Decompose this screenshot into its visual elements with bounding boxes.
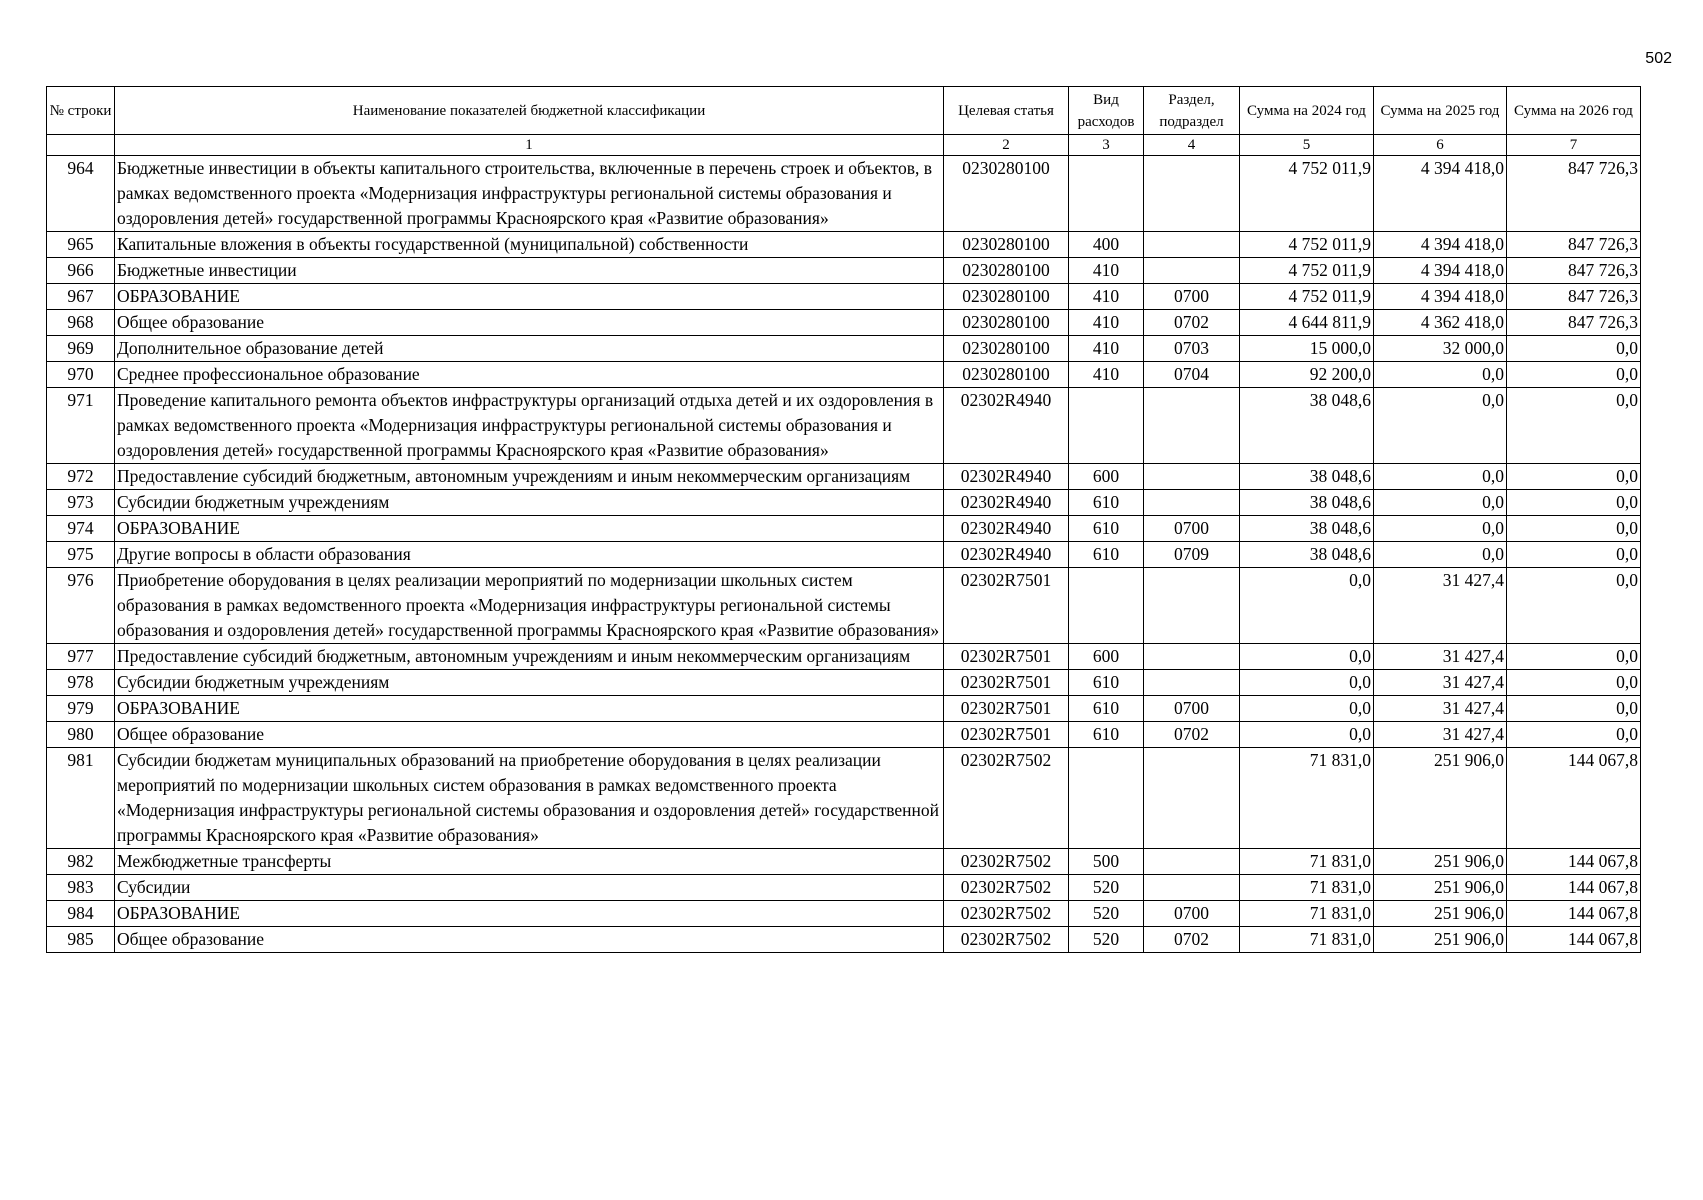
table-row xyxy=(47,875,1641,901)
table-row xyxy=(47,722,1641,748)
target-article-cell: 02302R7501 xyxy=(944,722,1069,748)
section-cell: 0703 xyxy=(1144,336,1240,362)
target-article-cell: 0230280100 xyxy=(944,156,1069,232)
target-article-cell: 02302R7501 xyxy=(944,670,1069,696)
sum-2025-cell: 4 362 418,0 xyxy=(1374,310,1507,336)
sum-2025-cell: 251 906,0 xyxy=(1374,849,1507,875)
table-row xyxy=(47,542,1641,568)
indicator-name-cell: Субсидии xyxy=(115,875,944,901)
target-article-cell: 0230280100 xyxy=(944,284,1069,310)
sum-2025-cell: 31 427,4 xyxy=(1374,644,1507,670)
indicator-name-cell: Общее образование xyxy=(115,310,944,336)
sum-2026-cell: 0,0 xyxy=(1507,464,1641,490)
sum-2025-cell: 4 394 418,0 xyxy=(1374,156,1507,232)
expense-type-cell: 610 xyxy=(1069,696,1144,722)
table-row xyxy=(47,901,1641,927)
sum-2024-cell: 92 200,0 xyxy=(1240,362,1374,388)
page-number: 502 xyxy=(1645,50,1672,67)
header-target: Целевая статья xyxy=(944,87,1069,135)
sum-2026-cell: 144 067,8 xyxy=(1507,901,1641,927)
table-row xyxy=(47,336,1641,362)
row-number-cell: 975 xyxy=(47,542,115,568)
colnum-1: 1 xyxy=(115,135,944,156)
expense-type-cell: 600 xyxy=(1069,464,1144,490)
target-article-cell: 0230280100 xyxy=(944,362,1069,388)
sum-2025-cell: 0,0 xyxy=(1374,490,1507,516)
target-article-cell: 02302R4940 xyxy=(944,542,1069,568)
indicator-name-cell: Дополнительное образование детей xyxy=(115,336,944,362)
target-article-cell: 0230280100 xyxy=(944,258,1069,284)
indicator-name-cell: ОБРАЗОВАНИЕ xyxy=(115,516,944,542)
sum-2026-cell: 0,0 xyxy=(1507,542,1641,568)
section-cell: 0700 xyxy=(1144,284,1240,310)
target-article-cell: 02302R7502 xyxy=(944,748,1069,849)
row-number-cell: 969 xyxy=(47,336,115,362)
indicator-name-cell: Предоставление субсидий бюджетным, автономным учреждениям и иным некоммерческим организациям xyxy=(115,464,944,490)
expense-type-cell: 610 xyxy=(1069,490,1144,516)
sum-2026-cell: 0,0 xyxy=(1507,490,1641,516)
sum-2025-cell: 0,0 xyxy=(1374,542,1507,568)
target-article-cell: 02302R7501 xyxy=(944,696,1069,722)
row-number-cell: 971 xyxy=(47,388,115,464)
sum-2024-cell: 71 831,0 xyxy=(1240,927,1374,953)
table-body xyxy=(47,156,1641,953)
budget-table xyxy=(46,86,1641,953)
header-sum-2025: Сумма на 2025 год xyxy=(1374,87,1507,135)
sum-2026-cell: 0,0 xyxy=(1507,388,1641,464)
expense-type-cell: 410 xyxy=(1069,284,1144,310)
section-cell xyxy=(1144,232,1240,258)
indicator-name-cell: Субсидии бюджетам муниципальных образований на приобретение оборудования в целях реализации мероприятий по модернизации школьных систем образования в рамках ведомственного проекта «Модернизация инфраструктуры региональной системы образования и оздоровления детей» государственной программы Красноярского края «Развитие образования» xyxy=(115,748,944,849)
expense-type-cell: 610 xyxy=(1069,670,1144,696)
section-cell: 0700 xyxy=(1144,696,1240,722)
indicator-name-cell: Общее образование xyxy=(115,927,944,953)
table-row xyxy=(47,258,1641,284)
sum-2024-cell: 0,0 xyxy=(1240,722,1374,748)
expense-type-cell: 500 xyxy=(1069,849,1144,875)
sum-2026-cell: 847 726,3 xyxy=(1507,156,1641,232)
expense-type-cell: 410 xyxy=(1069,336,1144,362)
sum-2024-cell: 71 831,0 xyxy=(1240,849,1374,875)
sum-2026-cell: 144 067,8 xyxy=(1507,875,1641,901)
target-article-cell: 02302R7502 xyxy=(944,901,1069,927)
colnum-empty xyxy=(47,135,115,156)
table-row xyxy=(47,232,1641,258)
row-number-cell: 972 xyxy=(47,464,115,490)
indicator-name-cell: Другие вопросы в области образования xyxy=(115,542,944,568)
table-row xyxy=(47,284,1641,310)
target-article-cell: 02302R7501 xyxy=(944,644,1069,670)
section-cell xyxy=(1144,568,1240,644)
row-number-cell: 967 xyxy=(47,284,115,310)
target-article-cell: 02302R7501 xyxy=(944,568,1069,644)
indicator-name-cell: Бюджетные инвестиции xyxy=(115,258,944,284)
row-number-cell: 979 xyxy=(47,696,115,722)
sum-2025-cell: 31 427,4 xyxy=(1374,670,1507,696)
section-cell xyxy=(1144,388,1240,464)
sum-2025-cell: 0,0 xyxy=(1374,362,1507,388)
sum-2024-cell: 71 831,0 xyxy=(1240,875,1374,901)
indicator-name-cell: Бюджетные инвестиции в объекты капитального строительства, включенные в перечень строек и объектов, в рамках ведомственного проекта «Модернизация инфраструктуры региональной системы образования и оздоровления детей» государственной программы Красноярского края «Развитие образования» xyxy=(115,156,944,232)
sum-2024-cell: 0,0 xyxy=(1240,644,1374,670)
target-article-cell: 0230280100 xyxy=(944,336,1069,362)
expense-type-cell xyxy=(1069,568,1144,644)
section-cell xyxy=(1144,748,1240,849)
sum-2026-cell: 144 067,8 xyxy=(1507,849,1641,875)
colnum-3: 3 xyxy=(1069,135,1144,156)
target-article-cell: 02302R4940 xyxy=(944,490,1069,516)
table-row xyxy=(47,670,1641,696)
indicator-name-cell: Общее образование xyxy=(115,722,944,748)
row-number-cell: 984 xyxy=(47,901,115,927)
sum-2024-cell: 4 644 811,9 xyxy=(1240,310,1374,336)
sum-2024-cell: 15 000,0 xyxy=(1240,336,1374,362)
indicator-name-cell: ОБРАЗОВАНИЕ xyxy=(115,284,944,310)
sum-2026-cell: 0,0 xyxy=(1507,696,1641,722)
expense-type-cell: 410 xyxy=(1069,258,1144,284)
target-article-cell: 0230280100 xyxy=(944,232,1069,258)
indicator-name-cell: Капитальные вложения в объекты государственной (муниципальной) собственности xyxy=(115,232,944,258)
table-row xyxy=(47,310,1641,336)
expense-type-cell: 410 xyxy=(1069,310,1144,336)
header-section: Раздел, подраздел xyxy=(1144,87,1240,135)
table-row xyxy=(47,516,1641,542)
table-row xyxy=(47,849,1641,875)
sum-2025-cell: 251 906,0 xyxy=(1374,927,1507,953)
section-cell xyxy=(1144,644,1240,670)
section-cell: 0702 xyxy=(1144,310,1240,336)
indicator-name-cell: Проведение капитального ремонта объектов инфраструктуры организаций отдыха детей и их оздоровления в рамках ведомственного проекта «Модернизация инфраструктуры региональной системы образования и оздоровления детей» государственной программы Красноярского края «Развитие образования» xyxy=(115,388,944,464)
table-row xyxy=(47,388,1641,464)
sum-2026-cell: 847 726,3 xyxy=(1507,284,1641,310)
table-row xyxy=(47,748,1641,849)
colnum-2: 2 xyxy=(944,135,1069,156)
header-sum-2026: Сумма на 2026 год xyxy=(1507,87,1641,135)
row-number-cell: 982 xyxy=(47,849,115,875)
sum-2024-cell: 38 048,6 xyxy=(1240,542,1374,568)
row-number-cell: 965 xyxy=(47,232,115,258)
table-row xyxy=(47,696,1641,722)
sum-2026-cell: 144 067,8 xyxy=(1507,927,1641,953)
expense-type-cell xyxy=(1069,156,1144,232)
section-cell xyxy=(1144,849,1240,875)
expense-type-cell: 400 xyxy=(1069,232,1144,258)
table-header xyxy=(47,87,1641,156)
section-cell xyxy=(1144,670,1240,696)
sum-2024-cell: 38 048,6 xyxy=(1240,490,1374,516)
sum-2024-cell: 4 752 011,9 xyxy=(1240,258,1374,284)
row-number-cell: 980 xyxy=(47,722,115,748)
row-number-cell: 978 xyxy=(47,670,115,696)
row-number-cell: 985 xyxy=(47,927,115,953)
target-article-cell: 02302R7502 xyxy=(944,849,1069,875)
sum-2025-cell: 0,0 xyxy=(1374,388,1507,464)
header-exp-type: Вид расходов xyxy=(1069,87,1144,135)
row-number-cell: 968 xyxy=(47,310,115,336)
sum-2026-cell: 0,0 xyxy=(1507,670,1641,696)
sum-2024-cell: 4 752 011,9 xyxy=(1240,156,1374,232)
table-row xyxy=(47,568,1641,644)
sum-2025-cell: 251 906,0 xyxy=(1374,748,1507,849)
row-number-cell: 973 xyxy=(47,490,115,516)
sum-2025-cell: 31 427,4 xyxy=(1374,568,1507,644)
header-name: Наименование показателей бюджетной классификации xyxy=(115,87,944,135)
row-number-cell: 970 xyxy=(47,362,115,388)
section-cell: 0709 xyxy=(1144,542,1240,568)
expense-type-cell: 410 xyxy=(1069,362,1144,388)
sum-2026-cell: 847 726,3 xyxy=(1507,232,1641,258)
row-number-cell: 966 xyxy=(47,258,115,284)
sum-2026-cell: 0,0 xyxy=(1507,362,1641,388)
section-cell xyxy=(1144,490,1240,516)
sum-2024-cell: 71 831,0 xyxy=(1240,901,1374,927)
sum-2025-cell: 0,0 xyxy=(1374,464,1507,490)
sum-2025-cell: 32 000,0 xyxy=(1374,336,1507,362)
expense-type-cell: 610 xyxy=(1069,542,1144,568)
indicator-name-cell: Предоставление субсидий бюджетным, автономным учреждениям и иным некоммерческим организациям xyxy=(115,644,944,670)
sum-2026-cell: 847 726,3 xyxy=(1507,258,1641,284)
header-sum-2024: Сумма на 2024 год xyxy=(1240,87,1374,135)
section-cell: 0702 xyxy=(1144,722,1240,748)
sum-2024-cell: 0,0 xyxy=(1240,670,1374,696)
header-row-no: № строки xyxy=(47,87,115,135)
table-row xyxy=(47,156,1641,232)
section-cell xyxy=(1144,464,1240,490)
sum-2026-cell: 0,0 xyxy=(1507,516,1641,542)
expense-type-cell: 520 xyxy=(1069,875,1144,901)
indicator-name-cell: Среднее профессиональное образование xyxy=(115,362,944,388)
expense-type-cell: 610 xyxy=(1069,722,1144,748)
colnum-6: 6 xyxy=(1374,135,1507,156)
section-cell: 0700 xyxy=(1144,516,1240,542)
expense-type-cell: 520 xyxy=(1069,901,1144,927)
sum-2024-cell: 0,0 xyxy=(1240,568,1374,644)
row-number-cell: 981 xyxy=(47,748,115,849)
sum-2025-cell: 4 394 418,0 xyxy=(1374,232,1507,258)
sum-2025-cell: 4 394 418,0 xyxy=(1374,258,1507,284)
target-article-cell: 02302R4940 xyxy=(944,464,1069,490)
target-article-cell: 02302R4940 xyxy=(944,388,1069,464)
indicator-name-cell: Межбюджетные трансферты xyxy=(115,849,944,875)
row-number-cell: 964 xyxy=(47,156,115,232)
colnum-4: 4 xyxy=(1144,135,1240,156)
sum-2026-cell: 0,0 xyxy=(1507,722,1641,748)
row-number-cell: 977 xyxy=(47,644,115,670)
sum-2024-cell: 0,0 xyxy=(1240,696,1374,722)
indicator-name-cell: Приобретение оборудования в целях реализации мероприятий по модернизации школьных систем образования в рамках ведомственного проекта «Модернизация инфраструктуры региональной системы образования и оздоровления детей» государственной программы Красноярского края «Развитие образования» xyxy=(115,568,944,644)
sum-2026-cell: 847 726,3 xyxy=(1507,310,1641,336)
section-cell: 0702 xyxy=(1144,927,1240,953)
target-article-cell: 02302R7502 xyxy=(944,875,1069,901)
indicator-name-cell: ОБРАЗОВАНИЕ xyxy=(115,696,944,722)
sum-2026-cell: 0,0 xyxy=(1507,644,1641,670)
sum-2025-cell: 0,0 xyxy=(1374,516,1507,542)
sum-2024-cell: 4 752 011,9 xyxy=(1240,232,1374,258)
sum-2024-cell: 71 831,0 xyxy=(1240,748,1374,849)
sum-2024-cell: 38 048,6 xyxy=(1240,388,1374,464)
sum-2025-cell: 251 906,0 xyxy=(1374,901,1507,927)
section-cell xyxy=(1144,875,1240,901)
table-row xyxy=(47,927,1641,953)
table-row xyxy=(47,644,1641,670)
section-cell: 0700 xyxy=(1144,901,1240,927)
section-cell xyxy=(1144,258,1240,284)
section-cell: 0704 xyxy=(1144,362,1240,388)
sum-2026-cell: 0,0 xyxy=(1507,336,1641,362)
sum-2025-cell: 31 427,4 xyxy=(1374,696,1507,722)
sum-2025-cell: 31 427,4 xyxy=(1374,722,1507,748)
row-number-cell: 974 xyxy=(47,516,115,542)
sum-2026-cell: 144 067,8 xyxy=(1507,748,1641,849)
indicator-name-cell: ОБРАЗОВАНИЕ xyxy=(115,901,944,927)
sum-2025-cell: 4 394 418,0 xyxy=(1374,284,1507,310)
expense-type-cell: 610 xyxy=(1069,516,1144,542)
target-article-cell: 0230280100 xyxy=(944,310,1069,336)
row-number-cell: 983 xyxy=(47,875,115,901)
target-article-cell: 02302R7502 xyxy=(944,927,1069,953)
expense-type-cell: 600 xyxy=(1069,644,1144,670)
expense-type-cell xyxy=(1069,388,1144,464)
sum-2024-cell: 38 048,6 xyxy=(1240,464,1374,490)
sum-2024-cell: 4 752 011,9 xyxy=(1240,284,1374,310)
expense-type-cell xyxy=(1069,748,1144,849)
colnum-5: 5 xyxy=(1240,135,1374,156)
indicator-name-cell: Субсидии бюджетным учреждениям xyxy=(115,490,944,516)
indicator-name-cell: Субсидии бюджетным учреждениям xyxy=(115,670,944,696)
table-row xyxy=(47,362,1641,388)
colnum-7: 7 xyxy=(1507,135,1641,156)
target-article-cell: 02302R4940 xyxy=(944,516,1069,542)
row-number-cell: 976 xyxy=(47,568,115,644)
column-numbers-row xyxy=(47,135,1641,156)
section-cell xyxy=(1144,156,1240,232)
table-row xyxy=(47,490,1641,516)
sum-2024-cell: 38 048,6 xyxy=(1240,516,1374,542)
table-row xyxy=(47,464,1641,490)
sum-2025-cell: 251 906,0 xyxy=(1374,875,1507,901)
sum-2026-cell: 0,0 xyxy=(1507,568,1641,644)
expense-type-cell: 520 xyxy=(1069,927,1144,953)
